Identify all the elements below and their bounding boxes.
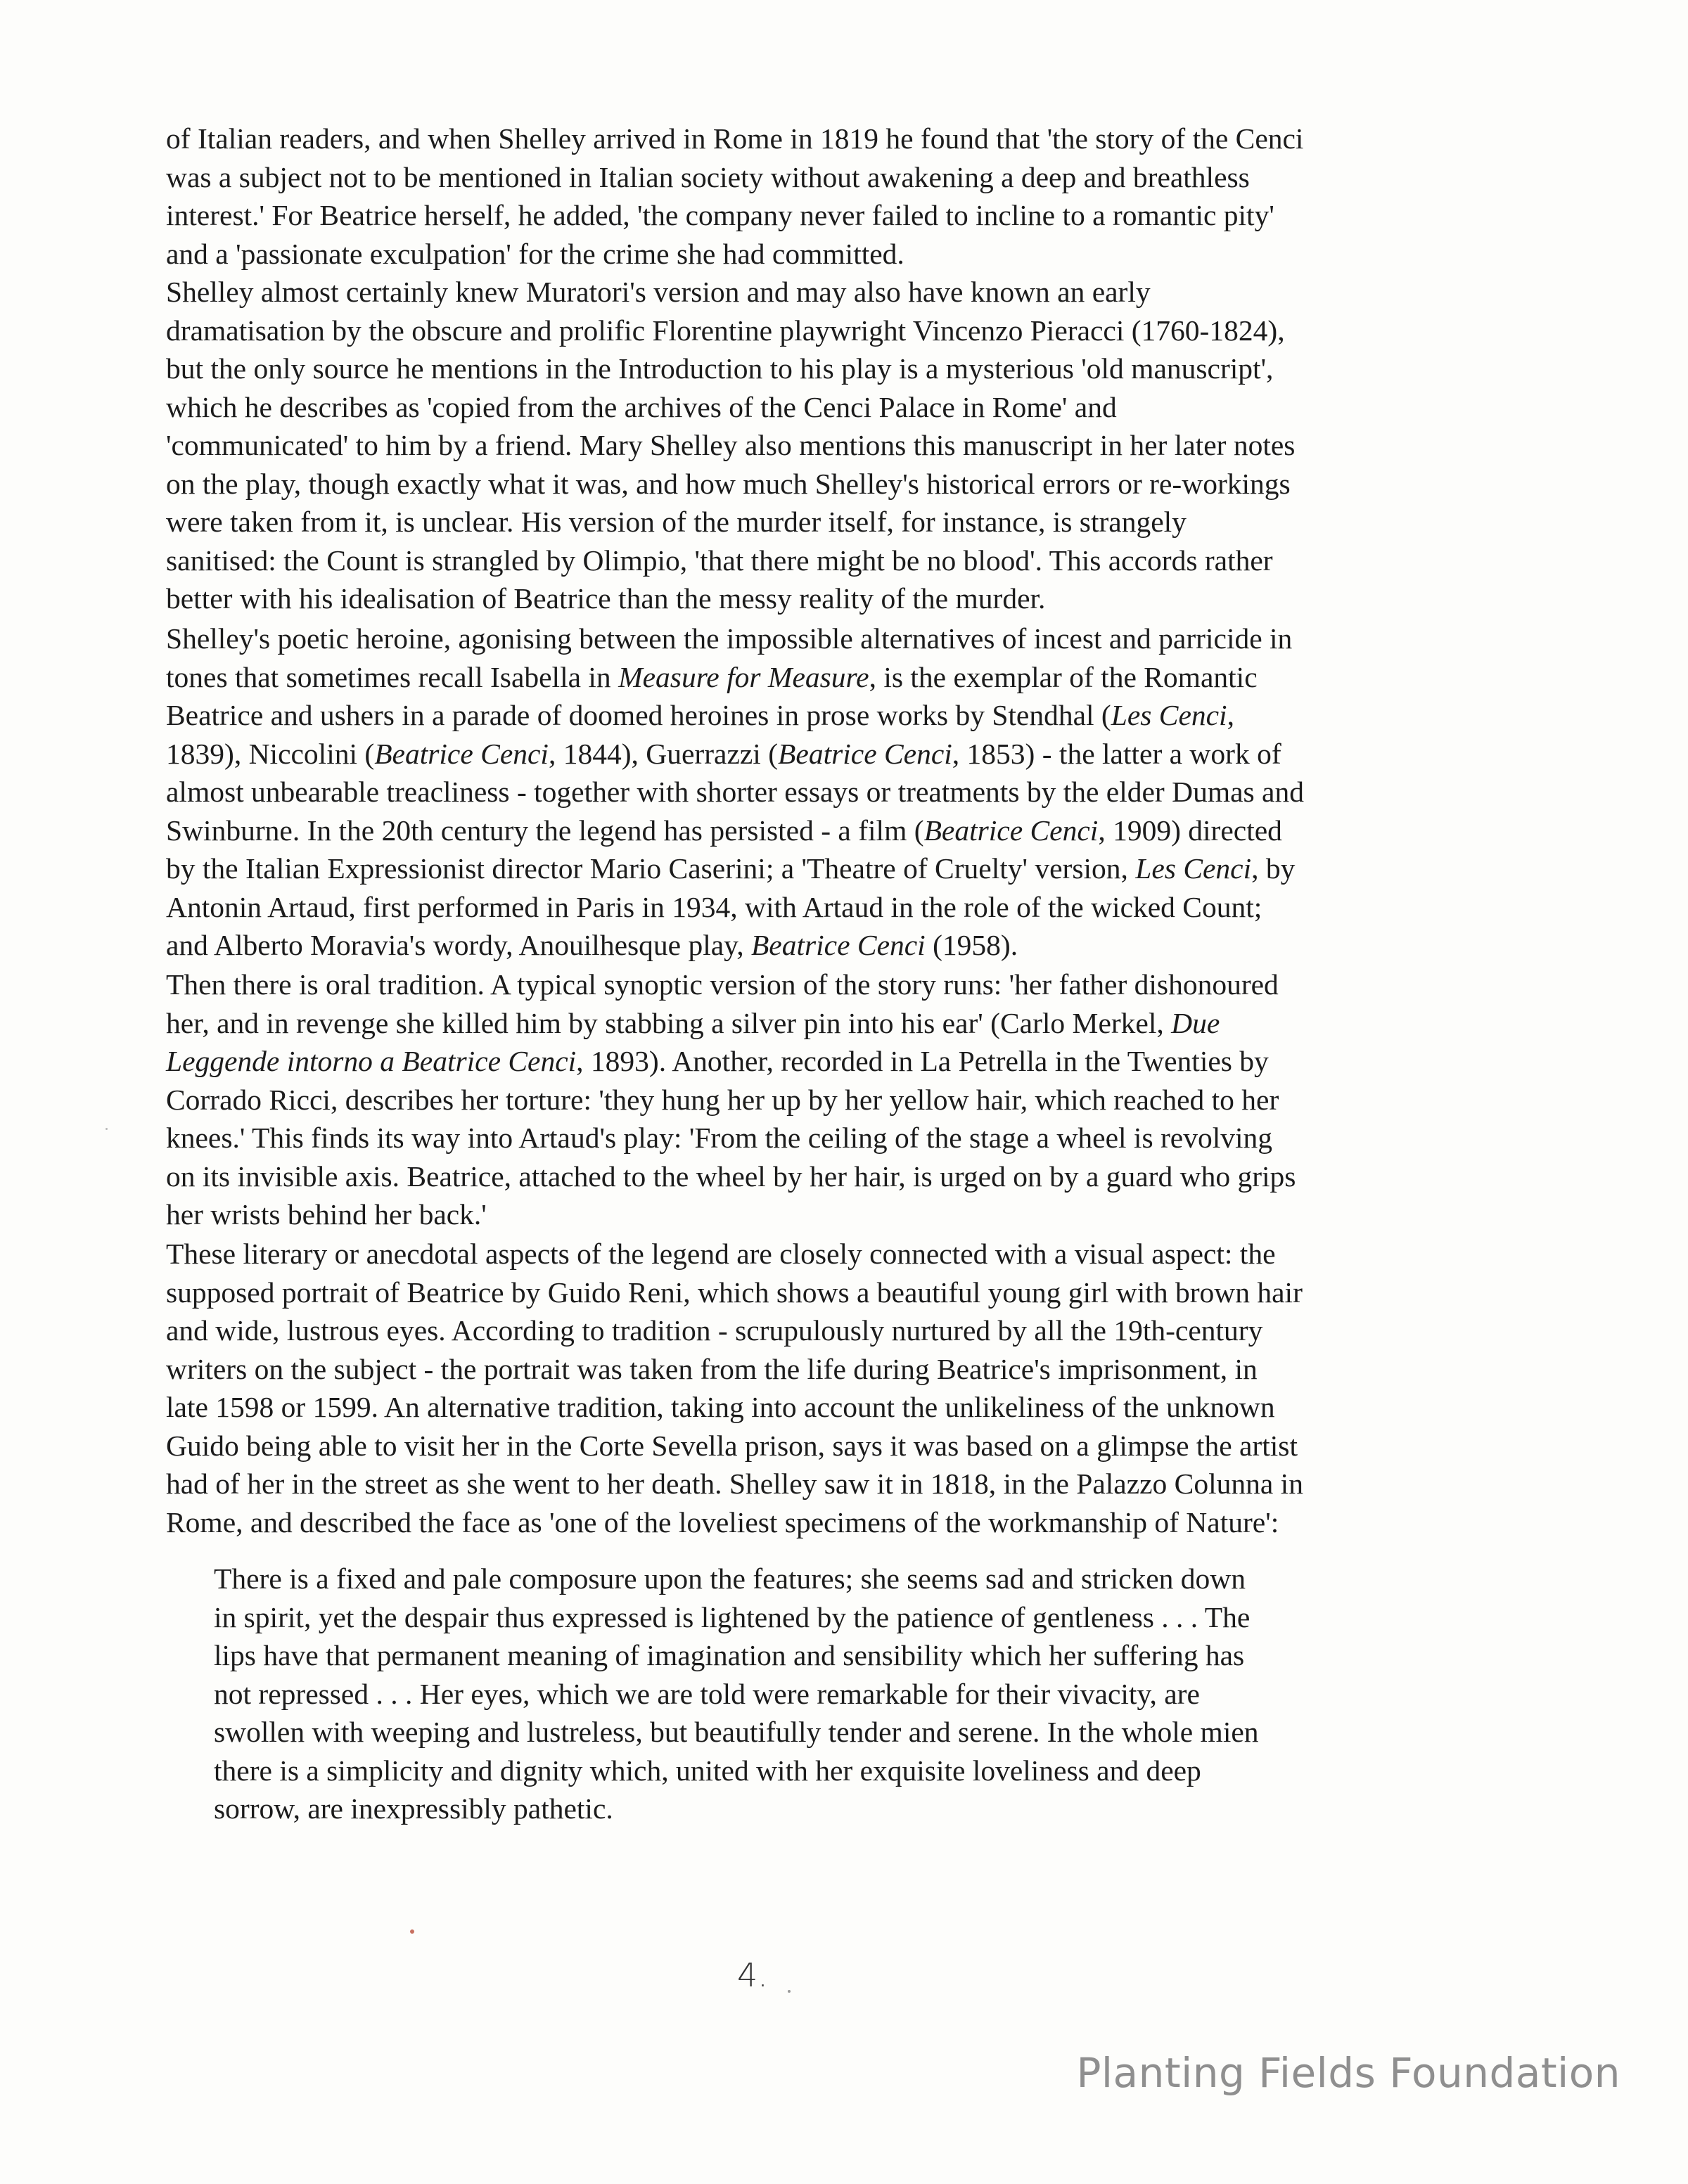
text-line: her, and in revenge she killed him by stabbing a silver pin into his ear' (Carlo Merkel, Due	[166, 1006, 1220, 1039]
text-line: and Alberto Moravia's wordy, Anouilhesque play, Beatrice Cenci (1958).	[166, 929, 1018, 961]
text-line: tones that sometimes recall Isabella in Measure for Measure, is the exemplar of the Romantic	[166, 660, 1258, 693]
text-line: writers on the subject - the portrait was taken from the life during Beatrice's imprisonment, in	[166, 1352, 1258, 1385]
italic-title: Due	[1171, 1006, 1220, 1039]
scan-speck	[106, 1128, 108, 1130]
page-number: 4.	[737, 1956, 768, 1994]
text-line: Guido being able to visit her in the Corte Sevella prison, says it was based on a glimpse the artist	[166, 1429, 1298, 1462]
italic-title: Les Cenci	[1135, 852, 1252, 885]
text-line: on its invisible axis. Beatrice, attached to the wheel by her hair, is urged on by a guard who grips	[166, 1160, 1296, 1193]
text-line: interest.' For Beatrice herself, he added, 'the company never failed to incline to a romantic pity'	[166, 199, 1274, 231]
italic-title: Beatrice Cenci	[923, 814, 1099, 847]
watermark: Planting Fields Foundation	[1076, 2049, 1620, 2097]
text-line: Swinburne. In the 20th century the legend has persisted - a film (Beatrice Cenci, 1909) directed	[166, 814, 1282, 847]
text-line: 1839), Niccolini (Beatrice Cenci, 1844), Guerrazzi (Beatrice Cenci, 1853) - the latter a work of	[166, 737, 1281, 770]
text-line: was a subject not to be mentioned in Italian society without awakening a deep and breathless	[166, 160, 1250, 193]
paragraph-1	[166, 120, 1502, 273]
text-line: Rome, and described the face as 'one of the loveliest specimens of the workmanship of Nature':	[166, 1505, 1279, 1539]
text-line: and wide, lustrous eyes. According to tradition - scrupulously nurtured by all the 19th-century	[166, 1314, 1263, 1347]
text-line: on the play, though exactly what it was, and how much Shelley's historical errors or re-workings	[166, 467, 1291, 500]
text-line: sanitised: the Count is strangled by Olimpio, 'that there might be no blood'. This accords rather	[166, 544, 1273, 577]
text-line: Leggende intorno a Beatrice Cenci, 1893). Another, recorded in La Petrella in the Twenties by	[166, 1045, 1269, 1077]
text-line: supposed portrait of Beatrice by Guido Reni, which shows a beautiful young girl with brown hair	[166, 1276, 1303, 1309]
text-line: there is a simplicity and dignity which, united with her exquisite loveliness and deep	[214, 1754, 1201, 1787]
text-line: better with his idealisation of Beatrice than the messy reality of the murder.	[166, 582, 1046, 615]
text-line: in spirit, yet the despair thus expressed is lightened by the patience of gentleness . . . The	[214, 1600, 1251, 1633]
italic-title: Beatrice Cenci	[750, 929, 926, 961]
text-line: swollen with weeping and lustreless, but beautifully tender and serene. In the whole mien	[214, 1716, 1259, 1748]
text-line: but the only source he mentions in the Introduction to his play is a mysterious 'old manuscript',	[166, 352, 1274, 385]
text-line: were taken from it, is unclear. His version of the murder itself, for instance, is strangely	[166, 506, 1187, 538]
scan-speck	[788, 1990, 791, 1993]
text-line: by the Italian Expressionist director Mario Caserini; a 'Theatre of Cruelty' version, Les Cenci, by	[166, 852, 1296, 885]
text-line: her wrists behind her back.'	[166, 1198, 487, 1231]
text-line: 'communicated' to him by a friend. Mary Shelley also mentions this manuscript in her later notes	[166, 429, 1296, 461]
text-line: had of her in the street as she went to her death. Shelley saw it in 1818, in the Palazzo Colunna in	[166, 1467, 1303, 1500]
text-line: There is a fixed and pale composure upon the features; she seems sad and stricken down	[214, 1562, 1246, 1595]
text-line: Corrado Ricci, describes her torture: 'they hung her up by her yellow hair, which reached to her	[166, 1083, 1279, 1116]
text-line: Antonin Artaud, first performed in Paris in 1934, with Artaud in the role of the wicked Count;	[166, 890, 1262, 923]
text-line: almost unbearable treacliness - together with shorter essays or treatments by the elder Dumas and	[166, 776, 1304, 808]
text-line: which he describes as 'copied from the archives of the Cenci Palace in Rome' and	[166, 390, 1117, 423]
text-line: Then there is oral tradition. A typical synoptic version of the story runs: 'her father dishonoured	[166, 968, 1279, 1001]
text-line: not repressed . . . Her eyes, which we are told were remarkable for their vivacity, are	[214, 1677, 1200, 1710]
text-line: Beatrice and ushers in a parade of doomed heroines in prose works by Stendhal (Les Cenci,	[166, 699, 1234, 731]
italic-title: Les Cenci	[1111, 699, 1227, 731]
italic-title: Leggende intorno a Beatrice Cenci	[166, 1045, 577, 1077]
text-line: These literary or anecdotal aspects of the legend are closely connected with a visual aspect: the	[166, 1238, 1276, 1270]
italic-title: Measure for Measure	[618, 660, 869, 693]
scan-speck	[410, 1929, 414, 1934]
paragraph-5	[166, 1235, 1502, 1541]
text-line: lips have that permanent meaning of imagination and sensibility which her suffering has	[214, 1639, 1245, 1671]
paragraph-3	[166, 619, 1502, 965]
text-line: of Italian readers, and when Shelley arrived in Rome in 1819 he found that 'the story of the Cenci	[166, 122, 1304, 155]
text-line: sorrow, are inexpressibly pathetic.	[214, 1792, 613, 1825]
italic-title: Beatrice Cenci	[374, 737, 549, 770]
text-line: and a 'passionate exculpation' for the crime she had committed.	[166, 237, 904, 270]
text-line: Shelley almost certainly knew Muratori's version and may also have known an early	[166, 276, 1151, 308]
text-line: late 1598 or 1599. An alternative tradition, taking into account the unlikeliness of the unknown	[166, 1391, 1275, 1423]
text-line: knees.' This finds its way into Artaud's play: 'From the ceiling of the stage a wheel is revolving	[166, 1122, 1273, 1154]
block-quote	[214, 1560, 1452, 1828]
text-line: dramatisation by the obscure and prolific Florentine playwright Vincenzo Pieracci (1760-1824),	[166, 314, 1285, 347]
paragraph-4	[166, 965, 1502, 1234]
text-line: Shelley's poetic heroine, agonising between the impossible alternatives of incest and parricide in	[166, 622, 1293, 655]
italic-title: Beatrice Cenci	[778, 737, 952, 770]
paragraph-2	[166, 273, 1502, 618]
